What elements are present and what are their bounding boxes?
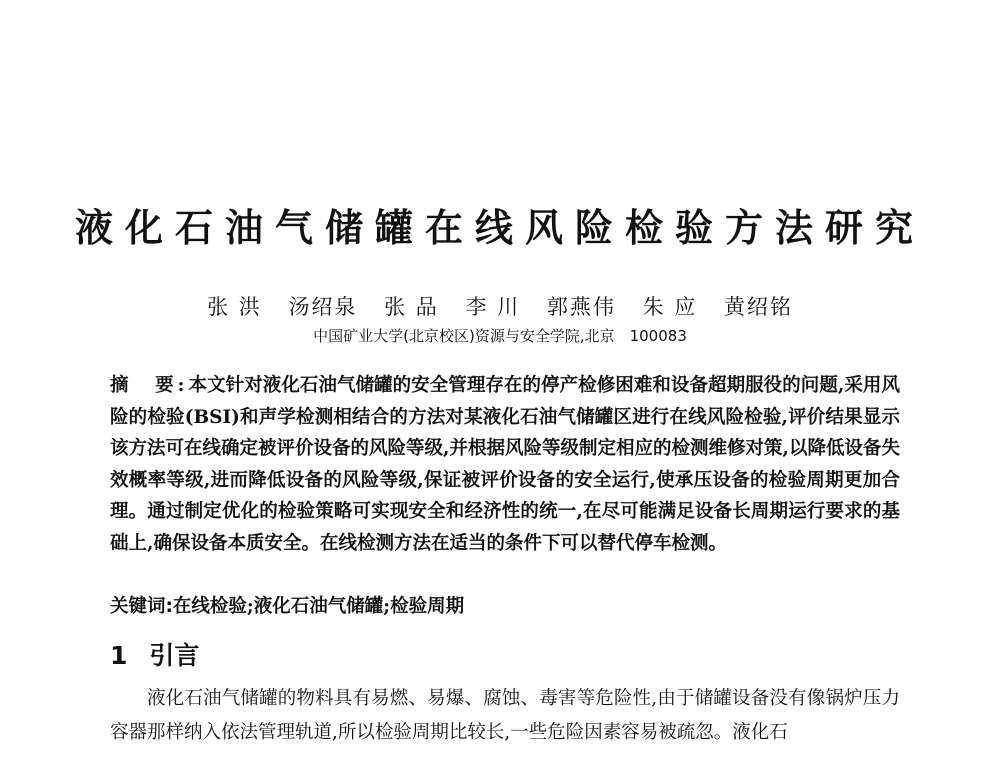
author-name: 张 洪 <box>207 295 262 319</box>
section-number: 1 <box>110 641 128 670</box>
section-title: 引言 <box>149 641 200 670</box>
affiliation: 中国矿业大学(北京校区)资源与安全学院,北京 100083 <box>313 327 687 345</box>
author-name: 黄绍铭 <box>723 295 793 319</box>
keywords-label: 关键词: <box>110 596 173 617</box>
section-heading <box>110 636 199 676</box>
author-name: 朱 应 <box>642 295 698 319</box>
author-list <box>0 292 1000 322</box>
keywords <box>110 592 900 622</box>
author-name: 汤绍泉 <box>288 295 358 319</box>
body-paragraph: 液化石油气储罐的物料具有易燃、易爆、腐蚀、毒害等危险性,由于储罐设备没有像锅炉压力容器那样纳入依法管理轨道,所以检验周期比较长,一些危险因素容易被疏忽。液化石 <box>110 688 900 743</box>
keywords-text: 在线检验;液化石油气储罐;检验周期 <box>172 596 465 617</box>
abstract-text: 本文针对液化石油气储罐的安全管理存在的停产检修困难和设备超期服役的问题,采用风险的检验(BSI)和声学检测相结合的方法对某液化石油气储罐区进行在线风险检验,评价结果显示该方法可在线确定被评价设备的风险等级,并根据风险等级制定相应的检测维修对策,以降低设备失效概率等级,进而降低设备的风险等级,保证被评价设备的安全运行,使承压设备的检验周期更加合理。通过制定优化的检验策略可实现安全和经济性的统一,在尽可能满足设备长周期运行要求的基础上,确保设备本质安全。在线检测方法在适当的条件下可以替代停车检测。 <box>110 375 900 554</box>
author-name: 李 川 <box>465 295 521 319</box>
author-name: 郭燕伟 <box>546 295 616 319</box>
abstract <box>110 370 900 559</box>
author-name: 张 品 <box>384 295 439 319</box>
abstract-label: 摘 要: <box>110 375 189 396</box>
paper-title: 液化石油气储罐在线风险检验方法研究 <box>74 205 925 250</box>
